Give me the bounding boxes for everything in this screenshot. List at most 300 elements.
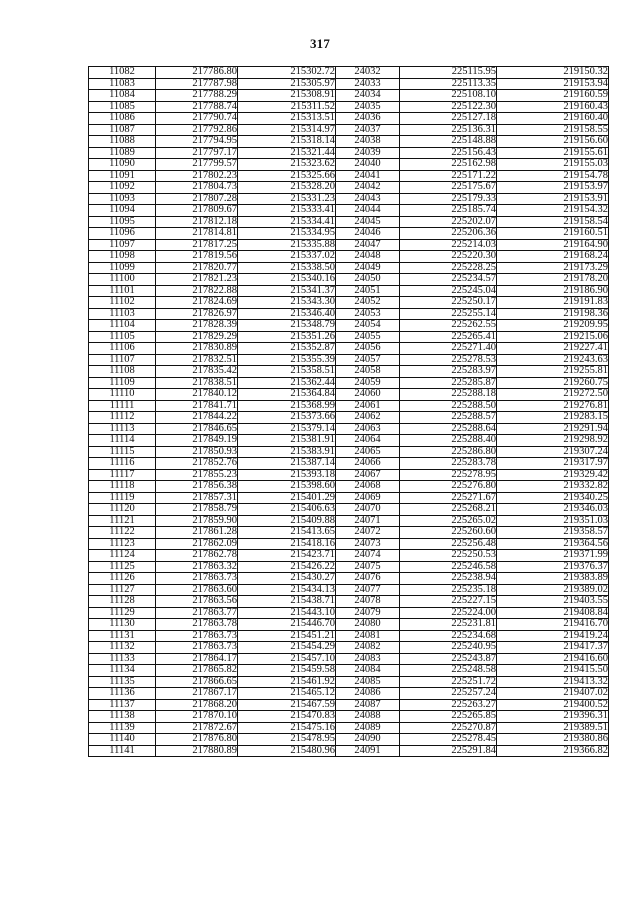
y-coordinate-cell: 219156.60: [497, 136, 609, 148]
point-id-cell: 11082: [89, 67, 156, 79]
x-coordinate-cell: 225268.21: [400, 504, 497, 516]
x-coordinate-cell: 217863.73: [156, 573, 238, 585]
point-id-cell: 24049: [336, 262, 400, 274]
x-coordinate-cell: 217830.89: [156, 343, 238, 355]
point-id-cell: 24035: [336, 101, 400, 113]
table-row: [89, 216, 609, 228]
x-coordinate-cell: 217826.97: [156, 308, 238, 320]
x-coordinate-cell: 225283.78: [400, 458, 497, 470]
y-coordinate-cell: 215355.39: [238, 354, 336, 366]
y-coordinate-cell: 219178.20: [497, 274, 609, 286]
point-id-cell: 24084: [336, 665, 400, 677]
y-coordinate-cell: 215311.52: [238, 101, 336, 113]
table-row: [89, 170, 609, 182]
x-coordinate-cell: 217809.67: [156, 205, 238, 217]
point-id-cell: 24050: [336, 274, 400, 286]
x-coordinate-cell: 217820.77: [156, 262, 238, 274]
x-coordinate-cell: 217876.80: [156, 734, 238, 746]
y-coordinate-cell: 215443.10: [238, 607, 336, 619]
point-id-cell: 24051: [336, 285, 400, 297]
point-id-cell: 24036: [336, 113, 400, 125]
point-id-cell: 24062: [336, 412, 400, 424]
y-coordinate-cell: 215346.40: [238, 308, 336, 320]
y-coordinate-cell: 215461.92: [238, 676, 336, 688]
x-coordinate-cell: 217812.18: [156, 216, 238, 228]
y-coordinate-cell: 219291.94: [497, 423, 609, 435]
y-coordinate-cell: 219298.92: [497, 435, 609, 447]
y-coordinate-cell: 215459.58: [238, 665, 336, 677]
point-id-cell: 11112: [89, 412, 156, 424]
x-coordinate-cell: 217794.95: [156, 136, 238, 148]
y-coordinate-cell: 219243.63: [497, 354, 609, 366]
point-id-cell: 11090: [89, 159, 156, 171]
x-coordinate-cell: 217863.77: [156, 607, 238, 619]
y-coordinate-cell: 215358.51: [238, 366, 336, 378]
point-id-cell: 11094: [89, 205, 156, 217]
y-coordinate-cell: 219260.75: [497, 377, 609, 389]
x-coordinate-cell: 217864.17: [156, 653, 238, 665]
x-coordinate-cell: 225175.67: [400, 182, 497, 194]
y-coordinate-cell: 215334.95: [238, 228, 336, 240]
x-coordinate-cell: 217859.90: [156, 515, 238, 527]
point-id-cell: 11089: [89, 147, 156, 159]
x-coordinate-cell: 217844.22: [156, 412, 238, 424]
point-id-cell: 11098: [89, 251, 156, 263]
point-id-cell: 24073: [336, 538, 400, 550]
x-coordinate-cell: 225136.31: [400, 124, 497, 136]
x-coordinate-cell: 217870.10: [156, 711, 238, 723]
y-coordinate-cell: 215423.71: [238, 550, 336, 562]
point-id-cell: 11111: [89, 400, 156, 412]
point-id-cell: 24048: [336, 251, 400, 263]
x-coordinate-cell: 217863.56: [156, 596, 238, 608]
point-id-cell: 24055: [336, 331, 400, 343]
point-id-cell: 11124: [89, 550, 156, 562]
x-coordinate-cell: 217788.29: [156, 90, 238, 102]
x-coordinate-cell: 225265.41: [400, 331, 497, 343]
y-coordinate-cell: 219407.02: [497, 688, 609, 700]
table-row: [89, 147, 609, 159]
y-coordinate-cell: 219366.82: [497, 745, 609, 757]
x-coordinate-cell: 217863.78: [156, 619, 238, 631]
y-coordinate-cell: 219154.32: [497, 205, 609, 217]
point-id-cell: 11120: [89, 504, 156, 516]
point-id-cell: 24057: [336, 354, 400, 366]
table-row: [89, 435, 609, 447]
y-coordinate-cell: 215406.63: [238, 504, 336, 516]
table-row: [89, 561, 609, 573]
x-coordinate-cell: 225285.87: [400, 377, 497, 389]
point-id-cell: 11086: [89, 113, 156, 125]
page-number: 317: [309, 36, 331, 51]
point-id-cell: 11138: [89, 711, 156, 723]
x-coordinate-cell: 225248.58: [400, 665, 497, 677]
table-row: [89, 239, 609, 251]
x-coordinate-cell: 225238.94: [400, 573, 497, 585]
y-coordinate-cell: 215426.22: [238, 561, 336, 573]
x-coordinate-cell: 217862.78: [156, 550, 238, 562]
y-coordinate-cell: 219191.83: [497, 297, 609, 309]
x-coordinate-cell: 217865.82: [156, 665, 238, 677]
y-coordinate-cell: 215323.62: [238, 159, 336, 171]
y-coordinate-cell: 215362.44: [238, 377, 336, 389]
point-id-cell: 24077: [336, 584, 400, 596]
y-coordinate-cell: 219332.82: [497, 481, 609, 493]
x-coordinate-cell: 217819.56: [156, 251, 238, 263]
table-row: [89, 251, 609, 263]
table-row: [89, 699, 609, 711]
y-coordinate-cell: 219400.52: [497, 699, 609, 711]
table-row: [89, 711, 609, 723]
y-coordinate-cell: 215409.88: [238, 515, 336, 527]
y-coordinate-cell: 215364.84: [238, 389, 336, 401]
table-row: [89, 113, 609, 125]
y-coordinate-cell: 215393.18: [238, 469, 336, 481]
point-id-cell: 24046: [336, 228, 400, 240]
y-coordinate-cell: 215314.97: [238, 124, 336, 136]
point-id-cell: 24080: [336, 619, 400, 631]
y-coordinate-cell: 219227.41: [497, 343, 609, 355]
y-coordinate-cell: 215438.71: [238, 596, 336, 608]
point-id-cell: 11093: [89, 193, 156, 205]
table-row: [89, 400, 609, 412]
y-coordinate-cell: 219376.37: [497, 561, 609, 573]
y-coordinate-cell: 215305.97: [238, 78, 336, 90]
x-coordinate-cell: 225234.68: [400, 630, 497, 642]
point-id-cell: 24078: [336, 596, 400, 608]
point-id-cell: 11105: [89, 331, 156, 343]
point-id-cell: 24038: [336, 136, 400, 148]
x-coordinate-cell: 225291.84: [400, 745, 497, 757]
x-coordinate-cell: 225278.95: [400, 469, 497, 481]
y-coordinate-cell: 215340.16: [238, 274, 336, 286]
x-coordinate-cell: 217832.51: [156, 354, 238, 366]
point-id-cell: 24061: [336, 400, 400, 412]
x-coordinate-cell: 225202.07: [400, 216, 497, 228]
x-coordinate-cell: 225214.03: [400, 239, 497, 251]
x-coordinate-cell: 217862.09: [156, 538, 238, 550]
x-coordinate-cell: 225227.15: [400, 596, 497, 608]
point-id-cell: 11113: [89, 423, 156, 435]
point-id-cell: 24087: [336, 699, 400, 711]
point-id-cell: 24065: [336, 446, 400, 458]
point-id-cell: 11100: [89, 274, 156, 286]
x-coordinate-cell: 225171.22: [400, 170, 497, 182]
y-coordinate-cell: 215351.26: [238, 331, 336, 343]
y-coordinate-cell: 215434.13: [238, 584, 336, 596]
x-coordinate-cell: 225263.27: [400, 699, 497, 711]
y-coordinate-cell: 219358.57: [497, 527, 609, 539]
y-coordinate-cell: 215328.20: [238, 182, 336, 194]
x-coordinate-cell: 217829.29: [156, 331, 238, 343]
table-row: [89, 285, 609, 297]
point-id-cell: 24069: [336, 492, 400, 504]
point-id-cell: 24068: [336, 481, 400, 493]
table-row: [89, 458, 609, 470]
table-row: [89, 653, 609, 665]
y-coordinate-cell: 219186.90: [497, 285, 609, 297]
table-row: [89, 722, 609, 734]
y-coordinate-cell: 215387.14: [238, 458, 336, 470]
table-row: [89, 228, 609, 240]
point-id-cell: 11107: [89, 354, 156, 366]
y-coordinate-cell: 215381.91: [238, 435, 336, 447]
y-coordinate-cell: 219160.59: [497, 90, 609, 102]
y-coordinate-cell: 215467.59: [238, 699, 336, 711]
table-row: [89, 78, 609, 90]
point-id-cell: 24071: [336, 515, 400, 527]
y-coordinate-cell: 219317.97: [497, 458, 609, 470]
table-row: [89, 642, 609, 654]
x-coordinate-cell: 217799.57: [156, 159, 238, 171]
x-coordinate-cell: 225276.80: [400, 481, 497, 493]
y-coordinate-cell: 215318.14: [238, 136, 336, 148]
y-coordinate-cell: 219283.15: [497, 412, 609, 424]
x-coordinate-cell: 225113.35: [400, 78, 497, 90]
x-coordinate-cell: 217828.39: [156, 320, 238, 332]
table-row: [89, 205, 609, 217]
y-coordinate-cell: 215451.21: [238, 630, 336, 642]
coordinates-table-body: [89, 67, 609, 757]
coordinates-table: [88, 66, 609, 757]
y-coordinate-cell: 215401.29: [238, 492, 336, 504]
x-coordinate-cell: 217866.65: [156, 676, 238, 688]
y-coordinate-cell: 219340.25: [497, 492, 609, 504]
y-coordinate-cell: 215457.10: [238, 653, 336, 665]
x-coordinate-cell: 217792.86: [156, 124, 238, 136]
y-coordinate-cell: 219154.78: [497, 170, 609, 182]
table-row: [89, 182, 609, 194]
point-id-cell: 11128: [89, 596, 156, 608]
point-id-cell: 24072: [336, 527, 400, 539]
table-row: [89, 193, 609, 205]
x-coordinate-cell: 225122.30: [400, 101, 497, 113]
point-id-cell: 24040: [336, 159, 400, 171]
table-row: [89, 481, 609, 493]
x-coordinate-cell: 225288.50: [400, 400, 497, 412]
x-coordinate-cell: 225288.64: [400, 423, 497, 435]
point-id-cell: 24064: [336, 435, 400, 447]
point-id-cell: 24085: [336, 676, 400, 688]
table-row: [89, 515, 609, 527]
point-id-cell: 24058: [336, 366, 400, 378]
point-id-cell: 24037: [336, 124, 400, 136]
x-coordinate-cell: 217822.88: [156, 285, 238, 297]
x-coordinate-cell: 225240.95: [400, 642, 497, 654]
point-id-cell: 24039: [336, 147, 400, 159]
point-id-cell: 24090: [336, 734, 400, 746]
x-coordinate-cell: 217863.73: [156, 630, 238, 642]
y-coordinate-cell: 215333.41: [238, 205, 336, 217]
y-coordinate-cell: 215398.60: [238, 481, 336, 493]
x-coordinate-cell: 225148.88: [400, 136, 497, 148]
y-coordinate-cell: 219255.81: [497, 366, 609, 378]
point-id-cell: 24032: [336, 67, 400, 79]
y-coordinate-cell: 215373.66: [238, 412, 336, 424]
x-coordinate-cell: 225288.18: [400, 389, 497, 401]
x-coordinate-cell: 225228.25: [400, 262, 497, 274]
point-id-cell: 24091: [336, 745, 400, 757]
point-id-cell: 24043: [336, 193, 400, 205]
point-id-cell: 11129: [89, 607, 156, 619]
y-coordinate-cell: 215465.12: [238, 688, 336, 700]
x-coordinate-cell: 217841.71: [156, 400, 238, 412]
y-coordinate-cell: 219413.32: [497, 676, 609, 688]
table-row: [89, 665, 609, 677]
x-coordinate-cell: 225234.57: [400, 274, 497, 286]
point-id-cell: 24063: [336, 423, 400, 435]
table-row: [89, 734, 609, 746]
y-coordinate-cell: 215368.99: [238, 400, 336, 412]
y-coordinate-cell: 215454.29: [238, 642, 336, 654]
x-coordinate-cell: 225231.81: [400, 619, 497, 631]
y-coordinate-cell: 219160.40: [497, 113, 609, 125]
x-coordinate-cell: 225260.60: [400, 527, 497, 539]
point-id-cell: 24053: [336, 308, 400, 320]
point-id-cell: 24089: [336, 722, 400, 734]
x-coordinate-cell: 217861.28: [156, 527, 238, 539]
point-id-cell: 11122: [89, 527, 156, 539]
point-id-cell: 24056: [336, 343, 400, 355]
point-id-cell: 24083: [336, 653, 400, 665]
point-id-cell: 24047: [336, 239, 400, 251]
point-id-cell: 24059: [336, 377, 400, 389]
point-id-cell: 11083: [89, 78, 156, 90]
point-id-cell: 11101: [89, 285, 156, 297]
point-id-cell: 11130: [89, 619, 156, 631]
point-id-cell: 11084: [89, 90, 156, 102]
point-id-cell: 11109: [89, 377, 156, 389]
y-coordinate-cell: 215321.44: [238, 147, 336, 159]
table-row: [89, 550, 609, 562]
y-coordinate-cell: 215480.96: [238, 745, 336, 757]
table-row: [89, 308, 609, 320]
table-row: [89, 389, 609, 401]
y-coordinate-cell: 219164.90: [497, 239, 609, 251]
x-coordinate-cell: 225257.24: [400, 688, 497, 700]
point-id-cell: 24086: [336, 688, 400, 700]
x-coordinate-cell: 217802.23: [156, 170, 238, 182]
table-row: [89, 676, 609, 688]
x-coordinate-cell: 217787.98: [156, 78, 238, 90]
point-id-cell: 11140: [89, 734, 156, 746]
point-id-cell: 24045: [336, 216, 400, 228]
x-coordinate-cell: 225278.45: [400, 734, 497, 746]
point-id-cell: 24088: [336, 711, 400, 723]
y-coordinate-cell: 215308.91: [238, 90, 336, 102]
x-coordinate-cell: 225185.74: [400, 205, 497, 217]
point-id-cell: 11104: [89, 320, 156, 332]
point-id-cell: 11096: [89, 228, 156, 240]
y-coordinate-cell: 219158.55: [497, 124, 609, 136]
table-row: [89, 469, 609, 481]
y-coordinate-cell: 219155.03: [497, 159, 609, 171]
point-id-cell: 24034: [336, 90, 400, 102]
x-coordinate-cell: 217835.42: [156, 366, 238, 378]
point-id-cell: 11123: [89, 538, 156, 550]
point-id-cell: 24081: [336, 630, 400, 642]
y-coordinate-cell: 219153.94: [497, 78, 609, 90]
table-row: [89, 423, 609, 435]
x-coordinate-cell: 217880.89: [156, 745, 238, 757]
x-coordinate-cell: 225235.18: [400, 584, 497, 596]
x-coordinate-cell: 225265.85: [400, 711, 497, 723]
x-coordinate-cell: 217807.28: [156, 193, 238, 205]
table-row: [89, 745, 609, 757]
x-coordinate-cell: 225256.48: [400, 538, 497, 550]
x-coordinate-cell: 217867.17: [156, 688, 238, 700]
y-coordinate-cell: 219160.43: [497, 101, 609, 113]
y-coordinate-cell: 215475.16: [238, 722, 336, 734]
y-coordinate-cell: 219364.56: [497, 538, 609, 550]
y-coordinate-cell: 215352.87: [238, 343, 336, 355]
table-row: [89, 446, 609, 458]
x-coordinate-cell: 217821.23: [156, 274, 238, 286]
y-coordinate-cell: 215313.51: [238, 113, 336, 125]
table-row: [89, 527, 609, 539]
y-coordinate-cell: 215379.14: [238, 423, 336, 435]
x-coordinate-cell: 225265.02: [400, 515, 497, 527]
point-id-cell: 11131: [89, 630, 156, 642]
y-coordinate-cell: 215343.30: [238, 297, 336, 309]
point-id-cell: 11137: [89, 699, 156, 711]
x-coordinate-cell: 217814.81: [156, 228, 238, 240]
y-coordinate-cell: 219416.70: [497, 619, 609, 631]
x-coordinate-cell: 217850.93: [156, 446, 238, 458]
point-id-cell: 24054: [336, 320, 400, 332]
x-coordinate-cell: 225270.87: [400, 722, 497, 734]
x-coordinate-cell: 217846.65: [156, 423, 238, 435]
point-id-cell: 11126: [89, 573, 156, 585]
point-id-cell: 24041: [336, 170, 400, 182]
table-row: [89, 573, 609, 585]
table-row: [89, 159, 609, 171]
x-coordinate-cell: 217852.76: [156, 458, 238, 470]
table-row: [89, 124, 609, 136]
point-id-cell: 24070: [336, 504, 400, 516]
x-coordinate-cell: 217804.73: [156, 182, 238, 194]
y-coordinate-cell: 215331.23: [238, 193, 336, 205]
point-id-cell: 11108: [89, 366, 156, 378]
x-coordinate-cell: 225179.33: [400, 193, 497, 205]
point-id-cell: 11136: [89, 688, 156, 700]
y-coordinate-cell: 215335.88: [238, 239, 336, 251]
x-coordinate-cell: 225271.67: [400, 492, 497, 504]
point-id-cell: 11091: [89, 170, 156, 182]
y-coordinate-cell: 219389.51: [497, 722, 609, 734]
x-coordinate-cell: 217872.67: [156, 722, 238, 734]
table-row: [89, 504, 609, 516]
x-coordinate-cell: 225245.04: [400, 285, 497, 297]
x-coordinate-cell: 225251.72: [400, 676, 497, 688]
x-coordinate-cell: 225108.10: [400, 90, 497, 102]
point-id-cell: 11088: [89, 136, 156, 148]
point-id-cell: 11141: [89, 745, 156, 757]
table-row: [89, 596, 609, 608]
y-coordinate-cell: 215325.66: [238, 170, 336, 182]
table-row: [89, 343, 609, 355]
x-coordinate-cell: 217788.74: [156, 101, 238, 113]
x-coordinate-cell: 217849.19: [156, 435, 238, 447]
point-id-cell: 11103: [89, 308, 156, 320]
y-coordinate-cell: 215418.16: [238, 538, 336, 550]
table-row: [89, 607, 609, 619]
table-row: [89, 320, 609, 332]
x-coordinate-cell: 225271.40: [400, 343, 497, 355]
x-coordinate-cell: 225250.17: [400, 297, 497, 309]
point-id-cell: 11106: [89, 343, 156, 355]
table-row: [89, 354, 609, 366]
